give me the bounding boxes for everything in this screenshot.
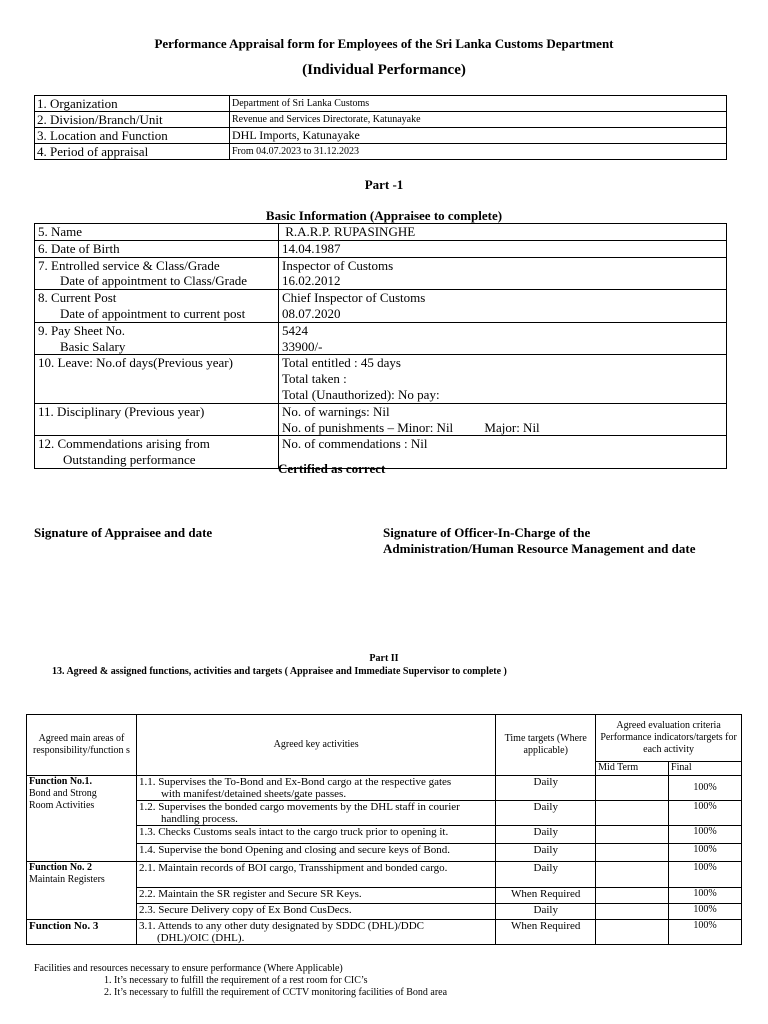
dob-label: 6. Date of Birth xyxy=(35,240,279,257)
activity-cell xyxy=(136,801,495,826)
mid-term-value xyxy=(596,862,669,888)
final-value: 100% xyxy=(669,888,742,904)
table-row xyxy=(35,257,727,290)
certified-text: Certified as correct xyxy=(278,461,386,476)
function-cell xyxy=(27,862,137,920)
signature-officer-line2: Administration/Human Resource Management and date xyxy=(383,541,696,556)
time-target: Daily xyxy=(496,844,596,862)
disciplinary-value xyxy=(279,403,727,436)
org-label: 4. Period of appraisal xyxy=(35,144,230,160)
basic-info-title: Basic Information (Appraisee to complete) xyxy=(265,208,503,223)
disciplinary-label: 11. Disciplinary (Previous year) xyxy=(35,403,279,436)
function-cell xyxy=(27,776,137,862)
pay-value xyxy=(279,322,727,355)
table-row xyxy=(35,322,727,355)
final-value: 100% xyxy=(669,776,742,801)
punishments-minor: No. of punishments – Minor: Nil xyxy=(282,419,454,435)
table-row xyxy=(35,224,727,241)
table-row xyxy=(27,920,742,945)
table-row xyxy=(35,240,727,257)
function-desc: Bond and Strong Room Activities xyxy=(29,788,97,811)
service-value-line1: Inspector of Customs xyxy=(282,257,394,273)
org-label: 2. Division/Branch/Unit xyxy=(35,112,230,128)
mid-term-value xyxy=(596,904,669,920)
facility-item: 1. It’s necessary to fulfill the requirement of a rest room for CIC’s xyxy=(104,975,368,986)
basic-info-table xyxy=(34,223,727,469)
signature-officer-line1: Signature of Officer-In-Charge of the xyxy=(383,525,591,540)
mid-term-value xyxy=(596,844,669,862)
activity-cell: 2.3. Secure Delivery copy of Ex Bond CusDecs. xyxy=(136,904,495,920)
pay-value-line2: 33900/- xyxy=(282,338,323,354)
header-time: Time targets (Where applicable) xyxy=(496,715,596,776)
org-value: Revenue and Services Directorate, Katunayake xyxy=(230,112,727,128)
time-target: Daily xyxy=(496,862,596,888)
functions-table xyxy=(26,714,742,945)
name-value: R.A.R.P. RUPASINGHE xyxy=(279,224,727,241)
facilities-title: Facilities and resources necessary to ensure performance (Where Applicable) xyxy=(34,963,343,974)
mid-term-value xyxy=(596,826,669,844)
post-value-line1: Chief Inspector of Customs xyxy=(282,290,426,306)
table-row xyxy=(35,355,727,403)
signature-officer xyxy=(383,525,695,557)
commendations-label xyxy=(35,436,279,469)
header-areas: Agreed main areas of responsibility/function s xyxy=(27,715,137,776)
final-value: 100% xyxy=(669,844,742,862)
org-label: 1. Organization xyxy=(35,96,230,112)
post-value-line2: 08.07.2020 xyxy=(282,305,341,321)
activity-cell xyxy=(136,776,495,801)
final-value: 100% xyxy=(669,904,742,920)
activity-cell: 1.3. Checks Customs seals intact to the cargo truck prior to opening it. xyxy=(136,826,495,844)
form-title: Performance Appraisal form for Employees of the Sri Lanka Customs Department xyxy=(154,36,614,51)
mid-term-value xyxy=(596,801,669,826)
function-desc: Maintain Registers xyxy=(29,874,105,885)
time-target: Daily xyxy=(496,801,596,826)
final-value: 100% xyxy=(669,862,742,888)
table-row xyxy=(27,862,742,888)
leave-unauthorized: Total (Unauthorized): No pay: xyxy=(282,386,440,402)
org-label: 3. Location and Function xyxy=(35,128,230,144)
org-value: DHL Imports, Katunayake xyxy=(230,128,727,144)
activity-text: 1.2. Supervises the bonded cargo movements by the DHL staff in courier xyxy=(138,801,460,813)
commendations-value: No. of commendations : Nil xyxy=(279,436,727,469)
service-label-line2: Date of appointment to Class/Grade xyxy=(60,273,248,289)
facilities-section xyxy=(34,963,447,999)
activity-text-cont: with manifest/detained sheets/gate passes. xyxy=(160,788,347,800)
function-cell xyxy=(27,920,137,945)
table-row xyxy=(35,290,727,323)
service-value-line2: 16.02.2012 xyxy=(282,273,341,289)
organization-table xyxy=(34,95,727,160)
function-name: Function No. 3 xyxy=(29,920,99,932)
signature-appraisee: Signature of Appraisee and date xyxy=(34,525,213,540)
header-criteria: Agreed evaluation criteria Performance indicators/targets for each activity xyxy=(596,715,742,762)
function-name: Function No. 2 xyxy=(29,862,93,873)
facility-item: 2. It’s necessary to fulfill the requirement of CCTV monitoring facilities of Bond area xyxy=(104,987,448,998)
table-row xyxy=(35,96,727,112)
activity-text: 1.1. Supervises the To-Bond and Ex-Bond cargo at the respective gates xyxy=(138,776,452,788)
header-activities: Agreed key activities xyxy=(136,715,495,776)
form-subtitle: (Individual Performance) xyxy=(302,62,466,78)
activity-cell xyxy=(136,920,495,945)
leave-entitled: Total entitled : 45 days xyxy=(282,355,401,371)
activity-cell: 1.4. Supervise the bond Opening and closing and secure keys of Bond. xyxy=(136,844,495,862)
final-value: 100% xyxy=(669,920,742,945)
activity-cell: 2.1. Maintain records of BOI cargo, Transshipment and bonded cargo. xyxy=(136,862,495,888)
pay-label xyxy=(35,322,279,355)
warnings-value: No. of warnings: Nil xyxy=(282,403,390,419)
table-row xyxy=(35,112,727,128)
time-target: Daily xyxy=(496,904,596,920)
final-value: 100% xyxy=(669,801,742,826)
activity-text-cont: handling process. xyxy=(160,813,238,825)
pay-label-line1: 9. Pay Sheet No. xyxy=(38,322,126,338)
post-label-line2: Date of appointment to current post xyxy=(60,305,246,321)
table-row xyxy=(27,776,742,801)
post-label xyxy=(35,290,279,323)
mid-term-value xyxy=(596,888,669,904)
final-value: 100% xyxy=(669,826,742,844)
header-final: Final xyxy=(669,762,742,776)
function-name: Function No.1. xyxy=(29,776,93,787)
table-header-row xyxy=(27,715,742,762)
part1-title: Part -1 xyxy=(364,177,404,192)
name-label: 5. Name xyxy=(35,224,279,241)
org-value: From 04.07.2023 to 31.12.2023 xyxy=(230,144,727,160)
time-target: Daily xyxy=(496,826,596,844)
pay-value-line1: 5424 xyxy=(282,322,308,338)
org-value: Department of Sri Lanka Customs xyxy=(230,96,727,112)
dob-value: 14.04.1987 xyxy=(279,240,727,257)
commendations-label-line1: 12. Commendations arising from xyxy=(38,436,210,452)
service-label-line1: 7. Entrolled service & Class/Grade xyxy=(38,257,220,273)
part2-title: Part II xyxy=(369,653,399,664)
service-value xyxy=(279,257,727,290)
commendations-label-line2: Outstanding performance xyxy=(63,452,196,468)
table-row xyxy=(35,144,727,160)
post-label-line1: 8. Current Post xyxy=(38,290,117,306)
activity-text-cont: (DHL)/OIC (DHL). xyxy=(156,932,245,944)
mid-term-value xyxy=(596,776,669,801)
table-row xyxy=(35,128,727,144)
time-target: When Required xyxy=(496,920,596,945)
part2-subtitle: 13. Agreed & assigned functions, activities and targets ( Appraisee and Immediate Supervisor to complete ) xyxy=(52,666,507,677)
table-row xyxy=(35,403,727,436)
time-target: When Required xyxy=(496,888,596,904)
activity-text: 3.1. Attends to any other duty designated by SDDC (DHL)/DDC xyxy=(138,920,425,932)
mid-term-value xyxy=(596,920,669,945)
activity-cell: 2.2. Maintain the SR register and Secure SR Keys. xyxy=(136,888,495,904)
leave-label: 10. Leave: No.of days(Previous year) xyxy=(35,355,279,403)
header-mid-term: Mid Term xyxy=(596,762,669,776)
punishments-value xyxy=(282,420,723,436)
service-label xyxy=(35,257,279,290)
punishments-major: Major: Nil xyxy=(484,419,540,435)
leave-value xyxy=(279,355,727,403)
leave-taken: Total taken : xyxy=(282,371,347,387)
post-value xyxy=(279,290,727,323)
time-target: Daily xyxy=(496,776,596,801)
pay-label-line2: Basic Salary xyxy=(60,338,126,354)
